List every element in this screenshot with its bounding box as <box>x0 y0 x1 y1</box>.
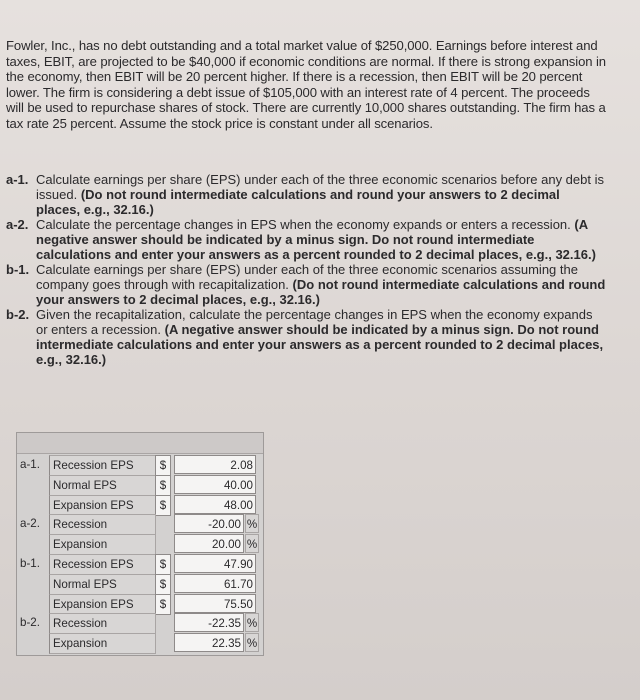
currency-symbol: $ <box>155 495 171 516</box>
currency-symbol: $ <box>155 594 171 615</box>
table-row <box>17 475 263 495</box>
question-label: a-1. <box>6 172 29 187</box>
answer-input[interactable]: 40.00 <box>174 475 256 494</box>
percent-unit: % <box>245 514 259 533</box>
question-label: a-2. <box>6 217 29 232</box>
answer-input[interactable]: 61.70 <box>174 574 256 593</box>
answer-input[interactable]: 48.00 <box>174 495 256 514</box>
answer-input[interactable]: 47.90 <box>174 554 256 573</box>
row-part-label: a-2. <box>20 517 40 531</box>
question-text: Calculate earnings per share (EPS) under each of the three economic scenarios before any debt is issued. <box>36 172 604 202</box>
row-name: Normal EPS <box>49 574 156 595</box>
row-part-label: a-1. <box>20 458 40 471</box>
question-text: Calculate the percentage changes in EPS when the economy expands or enters a recession. <box>36 217 575 232</box>
question-text: Calculate earnings per share (EPS) under each of the three economic scenarios assuming the company goes through with recapitalization. <box>36 262 578 292</box>
row-name: Recession <box>49 514 156 535</box>
answer-input[interactable]: 2.08 <box>174 455 256 474</box>
table-row <box>17 455 263 475</box>
row-name: Expansion <box>49 633 156 654</box>
table-row <box>17 613 263 633</box>
answer-input[interactable]: 22.35 <box>174 633 244 652</box>
row-name: Expansion EPS <box>49 594 156 615</box>
row-name: Recession EPS <box>49 554 156 575</box>
row-name: Expansion EPS <box>49 495 156 516</box>
question-a2 <box>6 217 606 262</box>
row-name: Recession <box>49 613 156 634</box>
table-row <box>17 495 263 515</box>
question-label: b-2. <box>6 307 30 322</box>
answer-input[interactable]: 75.50 <box>174 594 256 613</box>
question-b2 <box>6 307 606 367</box>
currency-symbol: $ <box>155 554 171 575</box>
currency-symbol: $ <box>155 475 171 496</box>
answer-table <box>16 432 264 656</box>
question-instructions: (A negative answer should be indicated by a minus sign. Do not round intermediate calculations and enter your answers as a percent rounded to 2 decimal places, e.g., 32.16.) <box>36 217 596 262</box>
problem-statement: Fowler, Inc., has no debt outstanding and a total market value of $250,000. Earnings before interest and taxes, EBIT, are projected to be $40,000 if economic conditions are normal. If there is strong expansion in the economy, then EBIT will be 20 percent higher. If there is a recession, then EBIT will be 20 percent lower. The firm is considering a debt issue of $105,000 with an interest rate of 4 percent. The proceeds will be used to repurchase shares of stock. There are currently 10,000 shares outstanding. The firm has a tax rate 25 percent. Assume the stock price is constant under all scenarios. <box>6 38 606 131</box>
table-row <box>17 574 263 594</box>
percent-unit: % <box>245 633 259 652</box>
table-row <box>17 514 263 534</box>
currency-symbol: $ <box>155 574 171 595</box>
question-instructions: (Do not round intermediate calculations and round your answers to 2 decimal places, e.g., 32.16.) <box>36 277 606 307</box>
table-row <box>17 554 263 574</box>
row-name: Recession EPS <box>49 455 156 476</box>
answer-input[interactable]: -22.35 <box>174 613 244 632</box>
question-list <box>6 172 606 367</box>
question-text: Given the recapitalization, calculate the percentage changes in EPS when the economy expands or enters a recession. <box>36 307 593 337</box>
answer-table-header <box>17 433 263 454</box>
answer-input[interactable]: 20.00 <box>174 534 244 553</box>
question-b1 <box>6 262 606 307</box>
percent-unit: % <box>245 534 259 553</box>
row-part-label: b-1. <box>20 557 40 570</box>
currency-symbol: $ <box>155 455 171 476</box>
question-a1 <box>6 172 606 217</box>
percent-unit: % <box>245 613 259 632</box>
row-name: Expansion <box>49 534 156 555</box>
question-instructions: (A negative answer should be indicated by a minus sign. Do not round intermediate calculations and enter your answers as a percent rounded to 2 decimal places, e.g., 32.16.) <box>36 322 604 367</box>
question-label: b-1. <box>6 262 30 277</box>
table-row <box>17 633 263 653</box>
table-row <box>17 594 263 614</box>
table-row <box>17 534 263 554</box>
row-part-label: b-2. <box>20 616 40 630</box>
question-instructions: (Do not round intermediate calculations and round your answers to 2 decimal places, e.g., 32.16.) <box>36 187 560 217</box>
row-name: Normal EPS <box>49 475 156 496</box>
answer-input[interactable]: -20.00 <box>174 514 244 533</box>
